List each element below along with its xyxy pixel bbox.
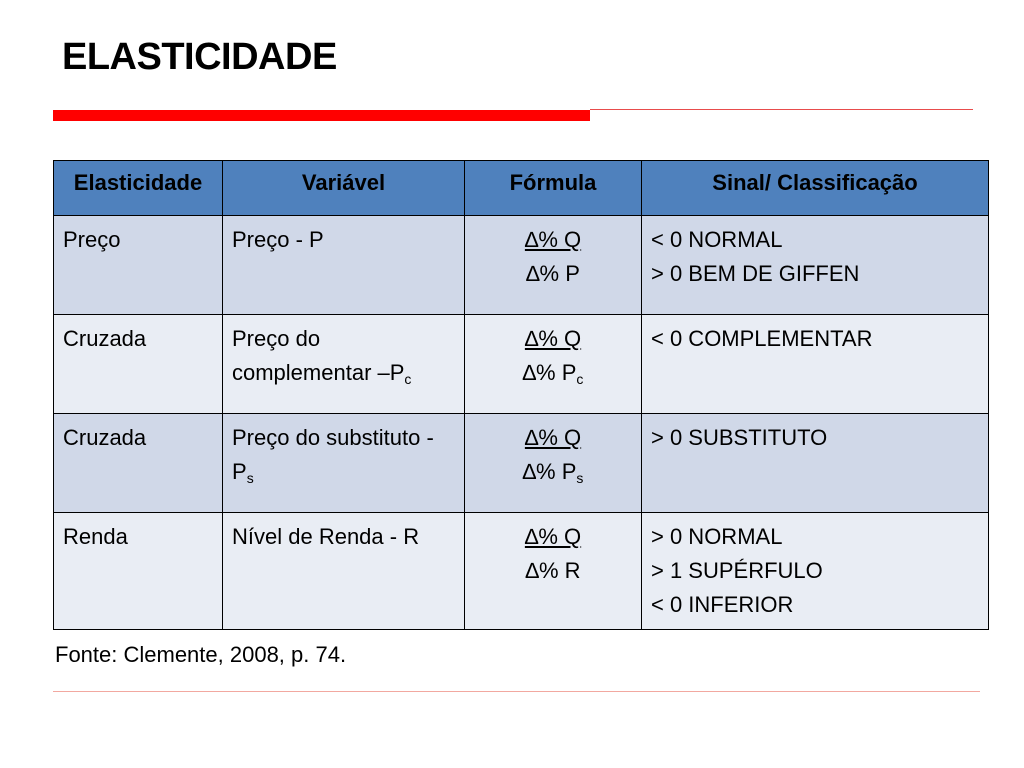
variavel-text: Preço do complementar –P [232, 326, 405, 385]
cell-formula [465, 513, 642, 630]
cell-elasticidade: Cruzada [54, 315, 223, 414]
sinal-line: < 0 NORMAL [651, 227, 783, 252]
sinal-line: > 0 SUBSTITUTO [651, 425, 828, 450]
variavel-subscript: s [246, 470, 254, 486]
formula-denominator-subscript: c [576, 371, 584, 387]
header-variavel: Variável [223, 161, 465, 216]
table-row [54, 315, 989, 414]
formula-denominator [474, 257, 632, 291]
formula-denominator-subscript: s [576, 470, 584, 486]
page-title: ELASTICIDADE [62, 36, 337, 78]
table-row [54, 216, 989, 315]
table-row [54, 513, 989, 630]
variavel-text: Nível de Renda - R [232, 524, 420, 549]
sinal-line: < 0 COMPLEMENTAR [651, 326, 873, 351]
formula-numerator: ∆% Q [524, 425, 582, 450]
elasticity-table [53, 160, 989, 630]
table-header-row [54, 161, 989, 216]
cell-elasticidade: Preço [54, 216, 223, 315]
sinal-line: > 0 BEM DE GIFFEN [651, 261, 860, 286]
header-sinal: Sinal/ Classificação [642, 161, 989, 216]
cell-formula [465, 315, 642, 414]
cell-variavel [223, 216, 465, 315]
header-formula: Fórmula [465, 161, 642, 216]
formula-denominator [474, 455, 632, 489]
formula-denominator-text: ∆% P [522, 360, 577, 385]
formula-denominator-text: ∆% P [522, 459, 577, 484]
variavel-subscript: c [404, 371, 412, 387]
title-underline-accent [53, 110, 590, 121]
cell-sinal [642, 315, 989, 414]
sinal-line: > 1 SUPÉRFULO [651, 558, 823, 583]
cell-formula [465, 414, 642, 513]
formula-denominator-text: ∆% P [526, 261, 580, 286]
header-elasticidade: Elasticidade [54, 161, 223, 216]
formula-denominator-text: ∆% R [525, 558, 581, 583]
formula-numerator: ∆% Q [524, 326, 582, 351]
formula-numerator: ∆% Q [524, 227, 582, 252]
cell-variavel [223, 414, 465, 513]
variavel-text: Preço - P [232, 227, 324, 252]
formula-denominator [474, 554, 632, 588]
cell-sinal [642, 414, 989, 513]
cell-formula [465, 216, 642, 315]
footer-rule [53, 691, 980, 692]
table-row [54, 414, 989, 513]
cell-sinal [642, 513, 989, 630]
title-underline-thin [590, 109, 973, 110]
sinal-line: > 0 NORMAL [651, 524, 783, 549]
cell-elasticidade: Cruzada [54, 414, 223, 513]
cell-sinal [642, 216, 989, 315]
cell-variavel [223, 315, 465, 414]
source-citation: Fonte: Clemente, 2008, p. 74. [55, 642, 347, 667]
cell-variavel [223, 513, 465, 630]
formula-denominator [474, 356, 632, 390]
variavel-text: Preço do substituto - P [232, 425, 434, 484]
formula-numerator: ∆% Q [524, 524, 582, 549]
sinal-line: < 0 INFERIOR [651, 592, 794, 617]
cell-elasticidade: Renda [54, 513, 223, 630]
